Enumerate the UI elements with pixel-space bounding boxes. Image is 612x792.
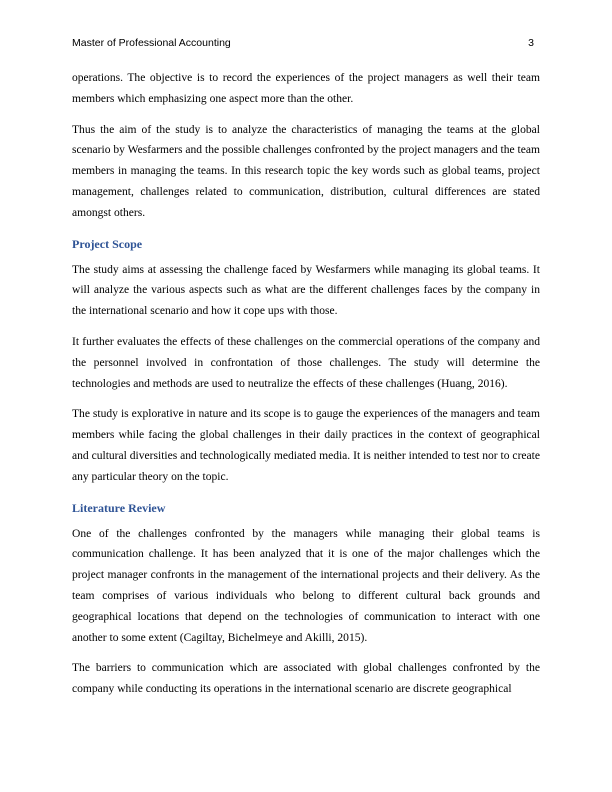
page-header <box>72 36 534 50</box>
running-header-title: Master of Professional Accounting <box>72 37 231 49</box>
heading-project-scope: Project Scope <box>72 236 143 251</box>
paragraph-aim: Thus the aim of the study is to analyze the characteristics of managing the teams at the global scenario by Wesfarmers and the possible challenges confronted by the project managers and the team members in managing the teams. In this research topic the key words such as global teams, project management, challenges related to communication, distribution, cultural differences are stated amongst others. <box>72 123 540 219</box>
document-body <box>72 68 540 710</box>
paragraph-scope-nature: The study is explorative in nature and its scope is to gauge the experiences of the managers and team members while facing the global challenges in their daily practices in the context of geographical and cultural diversities and technologically mediated media. It is neither intended to test nor to create any particular theory on the topic. <box>72 408 540 483</box>
paragraph-scope-evaluation: It further evaluates the effects of these challenges on the commercial operations of the company and the personnel involved in confrontation of those challenges. The study will determine the technologies and methods are used to neutralize the effects of these challenges (Huang, 2016). <box>72 335 540 390</box>
paragraph-communication-barriers: The barriers to communication which are associated with global challenges confronted by the company while conducting its operations in the international scenario are discrete geographical <box>72 662 540 696</box>
page-number: 3 <box>528 37 534 49</box>
paragraph-scope-assessment: The study aims at assessing the challenge faced by Wesfarmers while managing its global teams. It will analyze the various aspects such as what are the different challenges faces by the company in the international scenario and how it cope ups with those. <box>72 263 540 318</box>
heading-literature-review: Literature Review <box>72 500 166 515</box>
paragraph-communication-challenge: One of the challenges confronted by the managers while managing their global teams is communication challenge. It has been analyzed that it is one of the major challenges which the project manager confronts in the management of the international projects and their delivery. As the team comprises of various individuals who belong to different cultural back grounds and geographical locations that depend on the technologies of communication to interact with one another to some extent (Cagiltay, Bichelmeye and Akilli, 2015). <box>72 527 540 644</box>
paragraph-objective: operations. The objective is to record the experiences of the project managers as well their team members which emphasizing one aspect more than the other. <box>72 72 540 105</box>
